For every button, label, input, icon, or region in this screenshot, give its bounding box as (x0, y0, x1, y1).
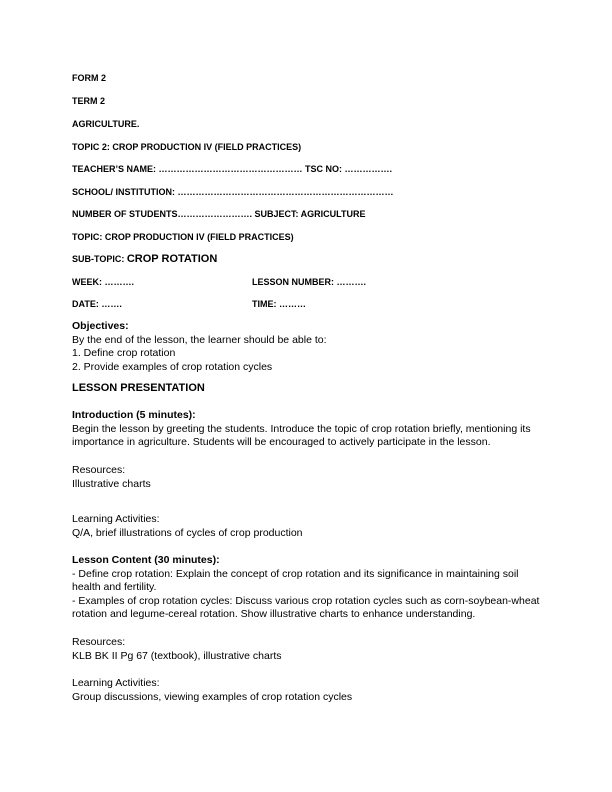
topic-field: TOPIC: CROP PRODUCTION IV (FIELD PRACTICES) (72, 232, 294, 242)
lesson-content-section (72, 554, 542, 622)
lesson-content-heading: Lesson Content (30 minutes): (72, 554, 220, 566)
lesson-presentation-heading: LESSON PRESENTATION (72, 382, 205, 394)
subtopic-field (72, 253, 217, 265)
objectives-intro: By the end of the lesson, the learner should be able to: (72, 333, 327, 346)
introduction-activities (72, 513, 542, 540)
content-resources (72, 636, 542, 663)
objectives-heading: Objectives: (72, 320, 129, 332)
subtopic-value: CROP ROTATION (126, 253, 218, 265)
objective-item: 1. Define crop rotation (72, 347, 176, 359)
school-field: SCHOOL/ INSTITUTION: ……………………………………………………………… (72, 187, 394, 197)
activities-label: Learning Activities: (72, 513, 160, 525)
resources-value: KLB BK II Pg 67 (textbook), illustrative charts (72, 649, 282, 662)
objectives-section (72, 320, 542, 374)
form-label: FORM 2 (72, 73, 107, 83)
term-label: TERM 2 (72, 96, 106, 106)
week-field: WEEK: ………. (72, 277, 134, 287)
time-field: TIME: ……… (252, 299, 306, 309)
resources-label: Resources: (72, 464, 126, 476)
activities-value: Group discussions, viewing examples of crop rotation cycles (72, 690, 353, 703)
content-point: - Examples of crop rotation cycles: Discuss various crop rotation cycles such as corn-soybean-wheat rotation and legume-cereal rotation. Show illustrative charts to enhance understanding. (72, 594, 540, 620)
introduction-heading: Introduction (5 minutes): (72, 409, 196, 421)
subtopic-label: SUB-TOPIC: (72, 254, 125, 264)
content-activities (72, 677, 542, 704)
lesson-number-field: LESSON NUMBER: ………. (252, 277, 367, 287)
subject-label: AGRICULTURE. (72, 119, 140, 129)
objective-item: 2. Provide examples of crop rotation cycles (72, 360, 273, 373)
students-subject-field: NUMBER OF STUDENTS……………………. SUBJECT: AGRICULTURE (72, 209, 366, 219)
introduction-section (72, 409, 542, 450)
teacher-field: TEACHER’S NAME: ………………………………………… TSC NO: ……………. (72, 164, 393, 174)
resources-value: Illustrative charts (72, 477, 151, 490)
topic-line: TOPIC 2: CROP PRODUCTION IV (FIELD PRACTICES) (72, 142, 302, 152)
resources-label: Resources: (72, 636, 126, 648)
introduction-text: Begin the lesson by greeting the students. Introduce the topic of crop rotation briefly, mentioning its importance in agriculture. Students will be encouraged to actively participate in the lesson. (72, 422, 531, 448)
content-point: - Define crop rotation: Explain the concept of crop rotation and its significance in maintaining soil health and fertility. (72, 567, 519, 593)
activities-label: Learning Activities: (72, 677, 160, 689)
introduction-resources (72, 464, 542, 491)
activities-value: Q/A, brief illustrations of cycles of crop production (72, 526, 303, 539)
date-field: DATE: ……. (72, 299, 122, 309)
